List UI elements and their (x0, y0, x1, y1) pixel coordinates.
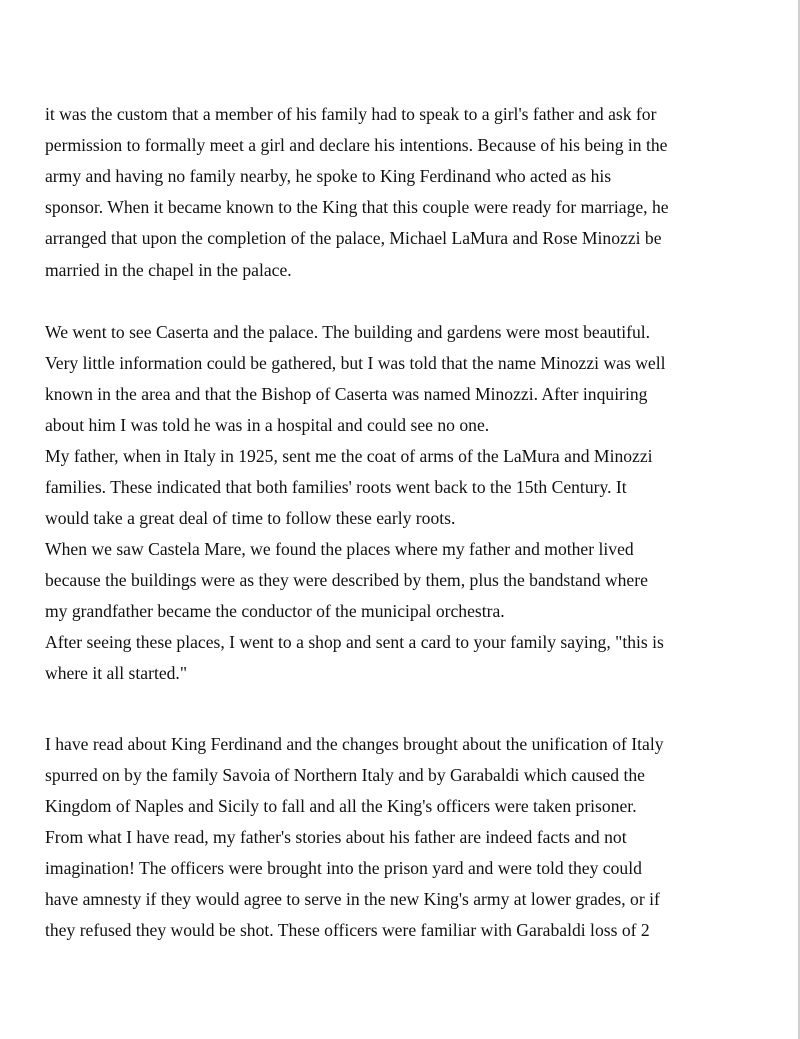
paragraph-2-line-11: After seeing these places, I went to a shop and sent a card to your family saying, "this is (45, 632, 664, 652)
paragraph-3-line-6: have amnesty if they would agree to serve in the new King's army at lower grades, or if (45, 889, 660, 909)
paragraph-3-line-7: they refused they would be shot. These officers were familiar with Garabaldi loss of 2 (45, 920, 650, 940)
paragraph-1-line-1: it was the custom that a member of his family had to speak to a girl's father and ask for (45, 104, 657, 124)
paragraph-1-line-4: sponsor. When it became known to the King that this couple were ready for marriage, he (45, 197, 669, 217)
paragraph-2-line-9: because the buildings were as they were described by them, plus the bandstand where (45, 570, 648, 590)
paragraph-2-line-12: where it all started." (45, 663, 188, 683)
paragraph-2-line-4: about him I was told he was in a hospital and could see no one. (45, 415, 490, 435)
paragraph-2-line-5: My father, when in Italy in 1925, sent me the coat of arms of the LaMura and Minozzi (45, 446, 653, 466)
paragraph-3-line-1: I have read about King Ferdinand and the changes brought about the unification of Italy (45, 734, 664, 754)
paragraph-3-line-4: From what I have read, my father's stories about his father are indeed facts and not (45, 827, 627, 847)
paragraph-2-line-8: When we saw Castela Mare, we found the places where my father and mother lived (45, 539, 634, 559)
paragraph-1-line-3: army and having no family nearby, he spoke to King Ferdinand who acted as his (45, 166, 612, 186)
paragraph-2-line-2: Very little information could be gathered, but I was told that the name Minozzi was well (45, 353, 666, 373)
paragraph-2-line-10: my grandfather became the conductor of the municipal orchestra. (45, 601, 505, 621)
paragraph-3-line-3: Kingdom of Naples and Sicily to fall and all the King's officers were taken prisoner. (45, 796, 637, 816)
paragraph-3-line-2: spurred on by the family Savoia of Northern Italy and by Garabaldi which caused the (45, 765, 645, 785)
paragraph-2-line-6: families. These indicated that both families' roots went back to the 15th Century. It (45, 477, 627, 497)
paragraph-1-line-6: married in the chapel in the palace. (45, 260, 292, 280)
paragraph-3-line-5: imagination! The officers were brought into the prison yard and were told they could (45, 858, 642, 878)
paragraph-2-line-7: would take a great deal of time to follow these early roots. (45, 508, 456, 528)
paragraph-2-line-3: known in the area and that the Bishop of Caserta was named Minozzi. After inquiring (45, 384, 648, 404)
paragraph-2-line-1: We went to see Caserta and the palace. The building and gardens were most beautiful. (45, 322, 651, 342)
paragraph-1-line-5: arranged that upon the completion of the palace, Michael LaMura and Rose Minozzi be (45, 228, 662, 248)
paragraph-1-line-2: permission to formally meet a girl and declare his intentions. Because of his being in the (45, 135, 668, 155)
